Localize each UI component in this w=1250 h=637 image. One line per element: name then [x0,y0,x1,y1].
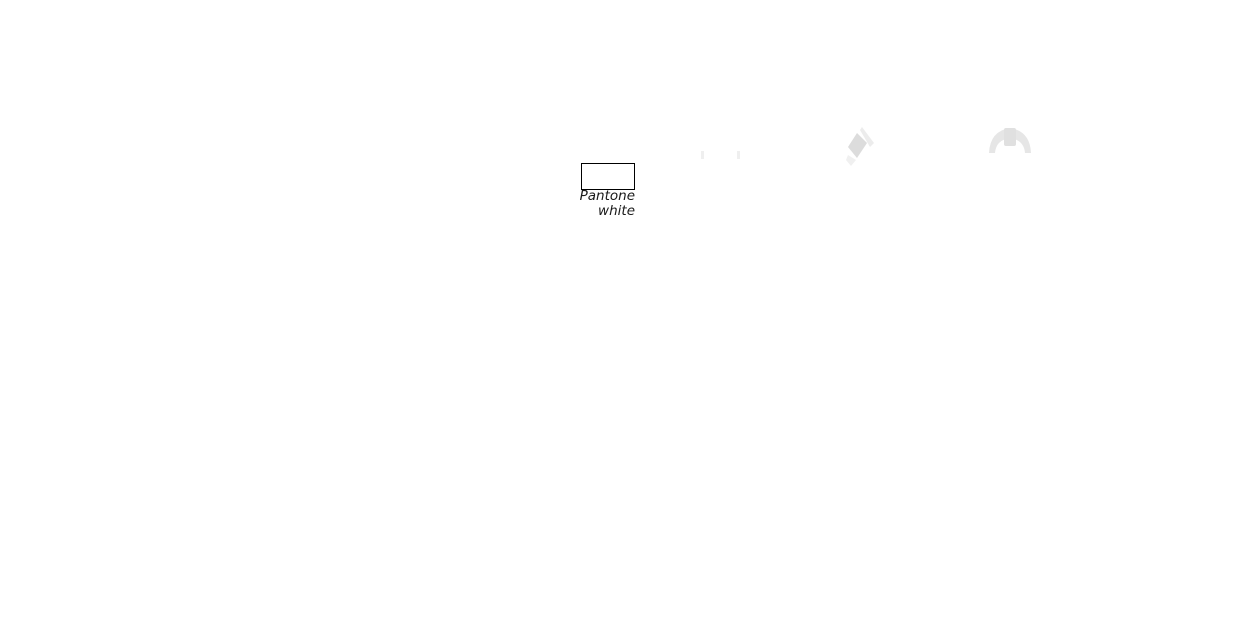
faint-helmet-icon [989,128,1031,153]
swatch-label-line-2: white [598,203,635,219]
pantone-white-swatch [581,163,635,190]
faint-pen-nib-icon [846,127,874,166]
faint-dash-icon [701,151,740,159]
swatch-label [570,189,635,219]
swatch-label-line-1: Pantone [579,188,635,204]
